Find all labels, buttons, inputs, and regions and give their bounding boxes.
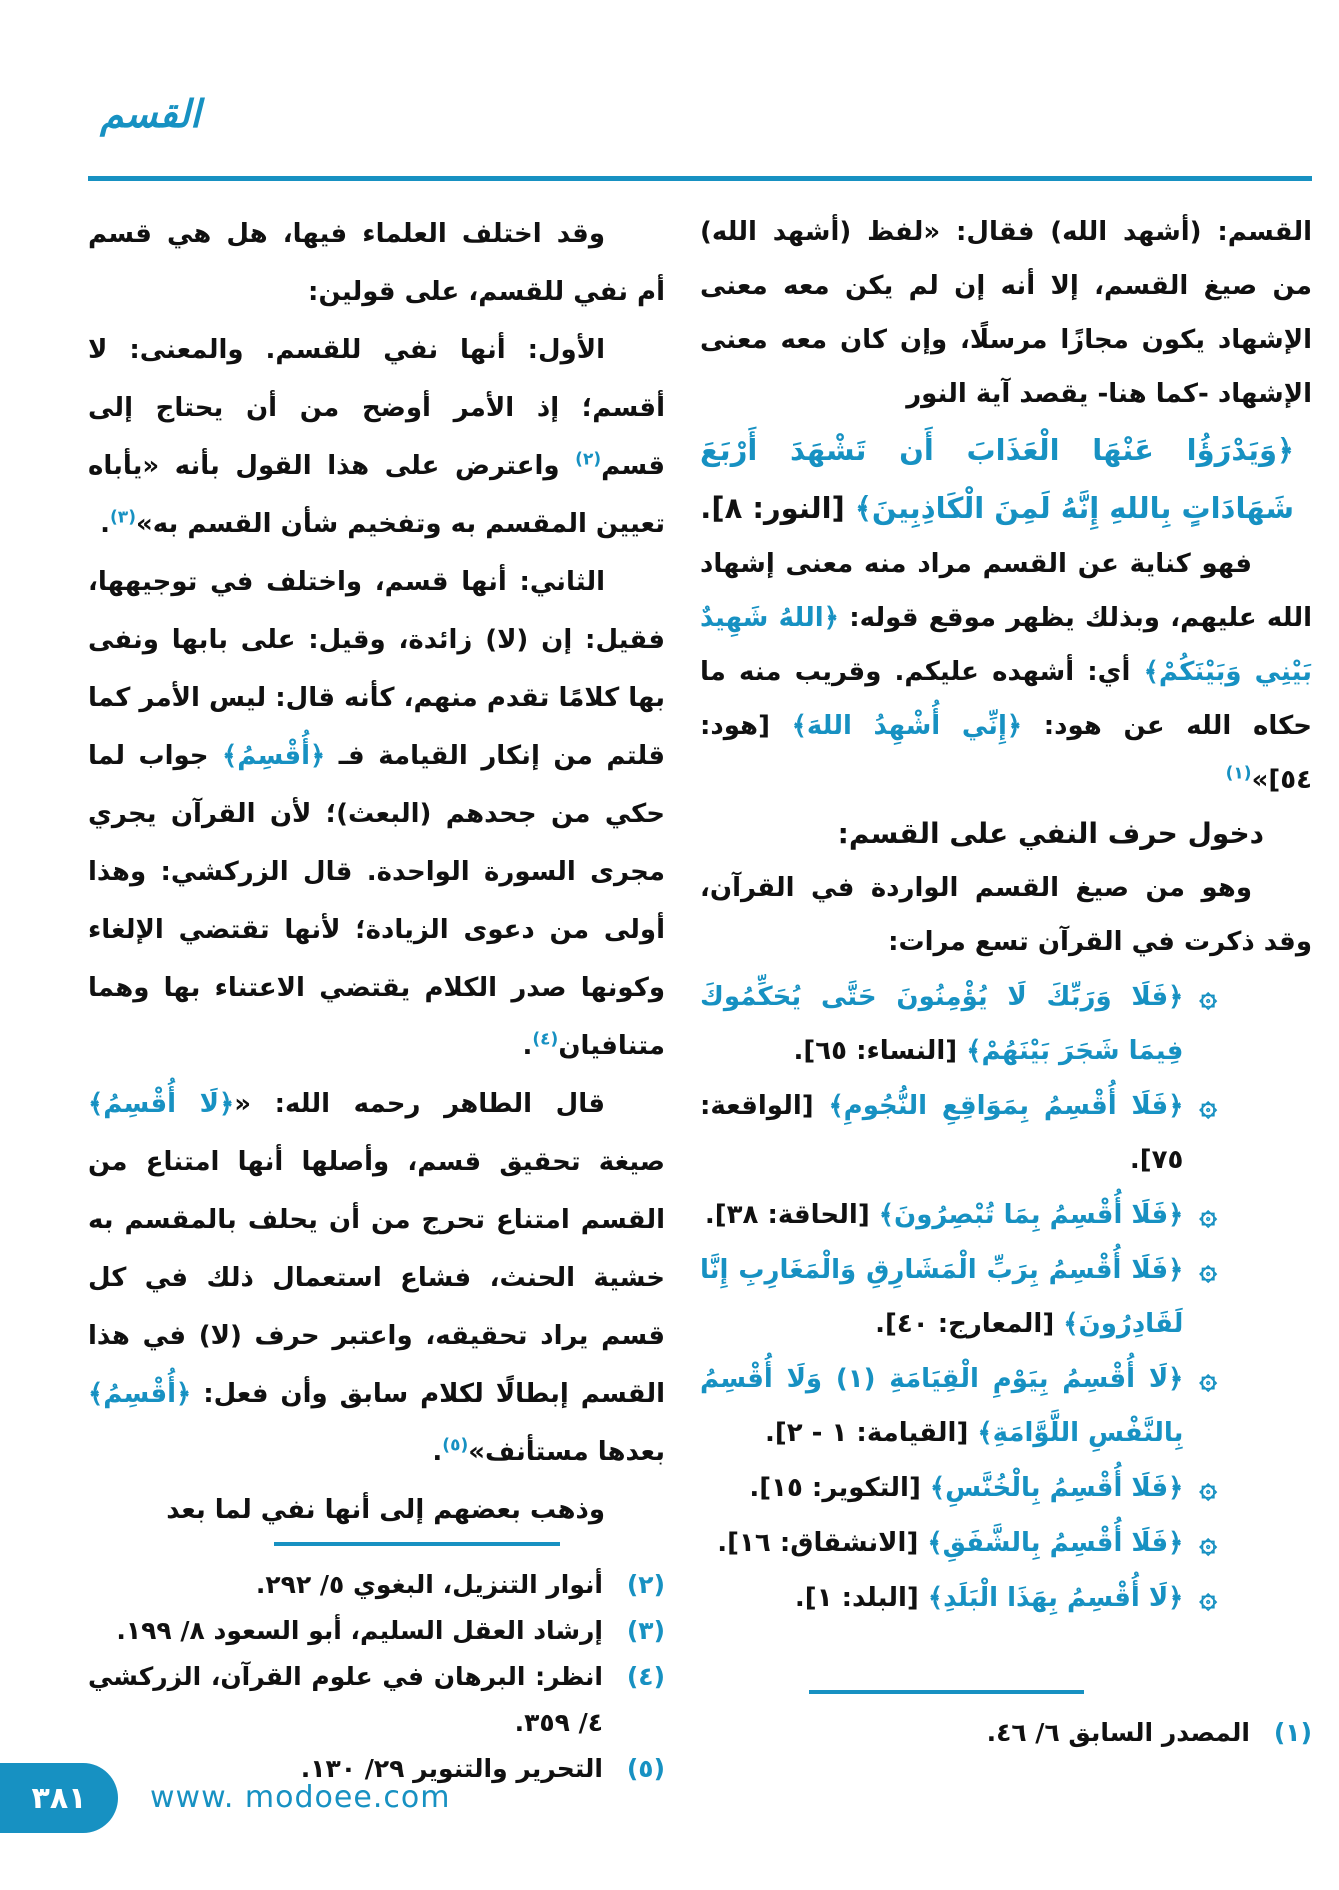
rosette-icon: ۞ [1199,1361,1217,1396]
body-text: الأول: أنها نفي للقسم. والمعنى: لا أقسم؛ إذ الأمر أوضح من أن يحتاج إلى قسم [88,335,665,481]
body-text: . [432,1437,443,1467]
quran-verse-text [700,1461,1183,1515]
body-text: [هود: ٥٤]» [700,711,1312,795]
rosette-icon: ۞ [1199,1088,1217,1123]
quran-verse-text [700,970,1183,1078]
footnote-divider [809,1690,1084,1694]
quran-list-item [700,970,1312,1078]
body-text: [النساء: ٦٥]. [793,1036,967,1066]
quran-inline: ﴿فَلَا وَرَبِّكَ لَا يُؤْمِنُونَ حَتَّى يُحَكِّمُوكَ فِيمَا شَجَرَ بَيْنَهُمْ﴾ [700,982,1184,1066]
body-text: . [522,1031,533,1061]
body-text: [المعارج: ٤٠]. [875,1309,1064,1339]
body-text: . [100,509,111,539]
quran-verse-text [700,1243,1183,1351]
quran-inline: ﴿فَلَا أُقْسِمُ بِالشَّفَقِ﴾ [927,1528,1184,1558]
paragraph [700,537,1312,807]
body-text: [النور: ٨]. [700,491,855,525]
footnote [88,1562,665,1608]
quran-list-item [700,1571,1312,1625]
paragraph [88,321,665,553]
quran-inline: ﴿لَا أُقْسِمُ بِيَوْمِ الْقِيَامَةِ (١) وَلَا أُقْسِمُ بِالنَّفْسِ اللَّوَّامَةِ﴾ [700,1364,1184,1448]
quran-verse-block [700,421,1312,537]
footnote-list [700,1710,1312,1756]
quran-inline: ﴿لَا أُقْسِمُ﴾ [88,1089,235,1119]
quran-list-item [700,1461,1312,1515]
quran-list-item [700,1243,1312,1351]
paragraph [88,205,665,321]
footnote-text: التحرير والتنوير ٢٩/ ١٣٠. [300,1754,603,1783]
quran-inline: ﴿وَيَدْرَؤُا عَنْهَا الْعَذَابَ أَن تَشْهَدَ أَرْبَعَ شَهَادَاتٍ بِاللهِ إِنَّهُ لَمِنَ الْكَاذِبِينَ﴾ [700,433,1294,525]
quran-verse-text [700,1516,1183,1570]
quran-inline: ﴿فَلَا أُقْسِمُ بِمَا تُبْصِرُونَ﴾ [878,1200,1184,1230]
body-text: [القيامة: ١ - ٢]. [764,1418,978,1448]
footnote-area-left [88,1542,665,1792]
column-right-body [700,205,1312,1683]
footnote-text: انظر: البرهان في علوم القرآن، الزركشي ٤/ ٣٥٩. [88,1662,603,1737]
rosette-icon: ۞ [1199,979,1217,1014]
footnote-ref: (٥) [442,1435,469,1456]
body-text: [الانشقاق: ١٦]. [717,1528,928,1558]
quran-verse-text [700,1352,1183,1460]
column-right [700,205,1312,1747]
body-text: بعدها مستأنف» [468,1437,665,1467]
quran-verse-text [700,1571,1183,1625]
paragraph [88,553,665,1075]
quran-list-item [700,1352,1312,1460]
body-text: وقد اختلف العلماء فيها، هل هي قسم أم نفي للقسم، على قولين: [88,219,665,307]
column-left [88,205,665,1783]
paragraph [700,205,1312,421]
paragraph [88,1075,665,1481]
quran-inline: ﴿فَلَا أُقْسِمُ بِالْخُنَّسِ﴾ [929,1473,1184,1503]
rosette-icon: ۞ [1199,1252,1217,1287]
footnote-number: (١) [1273,1718,1312,1747]
quran-inline: ﴿أُقْسِمُ﴾ [88,1379,192,1409]
body-text: واعترض على هذا القول بأنه «يأباه تعيين المقسم به وتفخيم شأن القسم به» [88,451,665,539]
body-text: وهو من صيغ القسم الواردة في القرآن، وقد ذكرت في القرآن تسع مرات: [700,873,1312,957]
footnote-list [88,1562,665,1792]
website-link: www. modoee.com [150,1780,451,1815]
body-text: القسم: (أشهد الله) فقال: «لفظ (أشهد الله) من صيغ القسم، إلا أنه إن لم يكن معه معنى الإشهاد يكون مجازًا مرسلًا، وإن كان معه معنى الإشهاد -كما هنا- يقصد آية النور [700,217,1312,409]
quran-verse-text [700,1188,1183,1242]
column-left-body [88,205,665,1530]
footnote [700,1710,1312,1756]
quran-inline: ﴿فَلَا أُقْسِمُ بِرَبِّ الْمَشَارِقِ وَالْمَغَارِبِ إِنَّا لَقَادِرُونَ﴾ [700,1255,1184,1339]
footnote-text: إرشاد العقل السليم، أبو السعود ٨/ ١٩٩. [116,1616,603,1645]
body-text: وذهب بعضهم إلى أنها نفي لما بعد [166,1495,605,1525]
footnote-number: (٣) [626,1616,665,1645]
rosette-icon: ۞ [1199,1197,1217,1232]
quran-list-item [700,1516,1312,1570]
paragraph [88,1481,665,1530]
footnote-area-right [700,1690,1312,1756]
quran-list-item [700,1188,1312,1242]
footnote-text: أنوار التنزيل، البغوي ٥/ ٢٩٢. [255,1570,603,1599]
footnote-number: (٢) [626,1570,665,1599]
footnote [88,1608,665,1654]
quran-inline: ﴿فَلَا أُقْسِمُ بِمَوَاقِعِ النُّجُومِ﴾ [828,1091,1184,1121]
quran-verse-text [700,1079,1183,1187]
body-text: الثاني: أنها قسم، واختلف في توجيهها، فقيل: إن (لا) زائدة، وقيل: على بابها ونفى بها كلامًا تقدم منهم، كأنه قال: ليس الأمر كما قلتم من إنكار القيامة فـ [88,567,665,771]
body-text: [البلد: ١]. [794,1583,928,1613]
body-text: صيغة تحقيق قسم، وأصلها أنها امتناع من القسم امتناع تحرج من أن يحلف بالمقسم به خشية الحنث، فشاع استعمال ذلك في كل قسم يراد تحقيقه، واعتبر حرف (لا) في هذا القسم إبطالًا لكلام سابق وأن فعل: [88,1147,665,1409]
quran-inline: ﴿أُقْسِمُ﴾ [222,741,326,771]
header-divider [88,176,1312,181]
quran-inline: ﴿اللهُ شَهِيدٌ بَيْنِي وَبَيْنَكُمْ﴾ [700,603,1312,687]
footnote-ref: (٢) [575,449,602,470]
footnote-number: (٥) [626,1754,665,1783]
quran-inline: ﴿لَا أُقْسِمُ بِهَذَا الْبَلَدِ﴾ [927,1583,1184,1613]
body-text: [الواقعة: ٧٥]. [700,1091,1184,1175]
body-text: أي: أشهده عليكم. وقريب منه ما حكاه الله عن هود: [700,657,1312,741]
rosette-icon: ۞ [1199,1470,1217,1505]
body-text: جواب لما حكي من جحدهم (البعث)؛ لأن القرآن يجري مجرى السورة الواحدة. قال الزركشي: وهذا أولى من دعوى الزيادة؛ لأنها تقتضي الإلغاء وكونها صدر الكلام يقتضي الاعتناء بها وهما متنافيان [88,741,665,1061]
quran-inline: ﴿إِنِّي أُشْهِدُ اللهَ﴾ [791,711,1023,741]
quran-list-item [700,1079,1312,1187]
body-text: قال الطاهر رحمه الله: « [234,1089,605,1119]
page-header-title: القسم [100,92,201,136]
rosette-icon: ۞ [1199,1525,1217,1560]
footnote-number: (٤) [626,1662,665,1691]
body-text: دخول حرف النفي على القسم: [837,817,1264,850]
body-text: [التكوير: ١٥]. [749,1473,930,1503]
paragraph [700,861,1312,969]
footnote-ref: (٤) [532,1029,559,1050]
rosette-icon: ۞ [1199,1580,1217,1615]
body-text: [الحاقة: ٣٨]. [704,1200,879,1230]
page-number-badge [0,1763,118,1833]
page-number: ٣٨١ [31,1780,87,1816]
footnote-ref: (٣) [110,507,136,528]
footnote-divider [274,1542,560,1546]
footnote-text: المصدر السابق ٦/ ٤٦. [986,1718,1250,1747]
section-heading [700,807,1312,861]
footnote [88,1654,665,1746]
body-text: فهو كناية عن القسم مراد منه معنى إشهاد الله عليهم، وبذلك يظهر موقع قوله: [700,549,1312,633]
footnote-ref: (١) [1225,763,1252,784]
